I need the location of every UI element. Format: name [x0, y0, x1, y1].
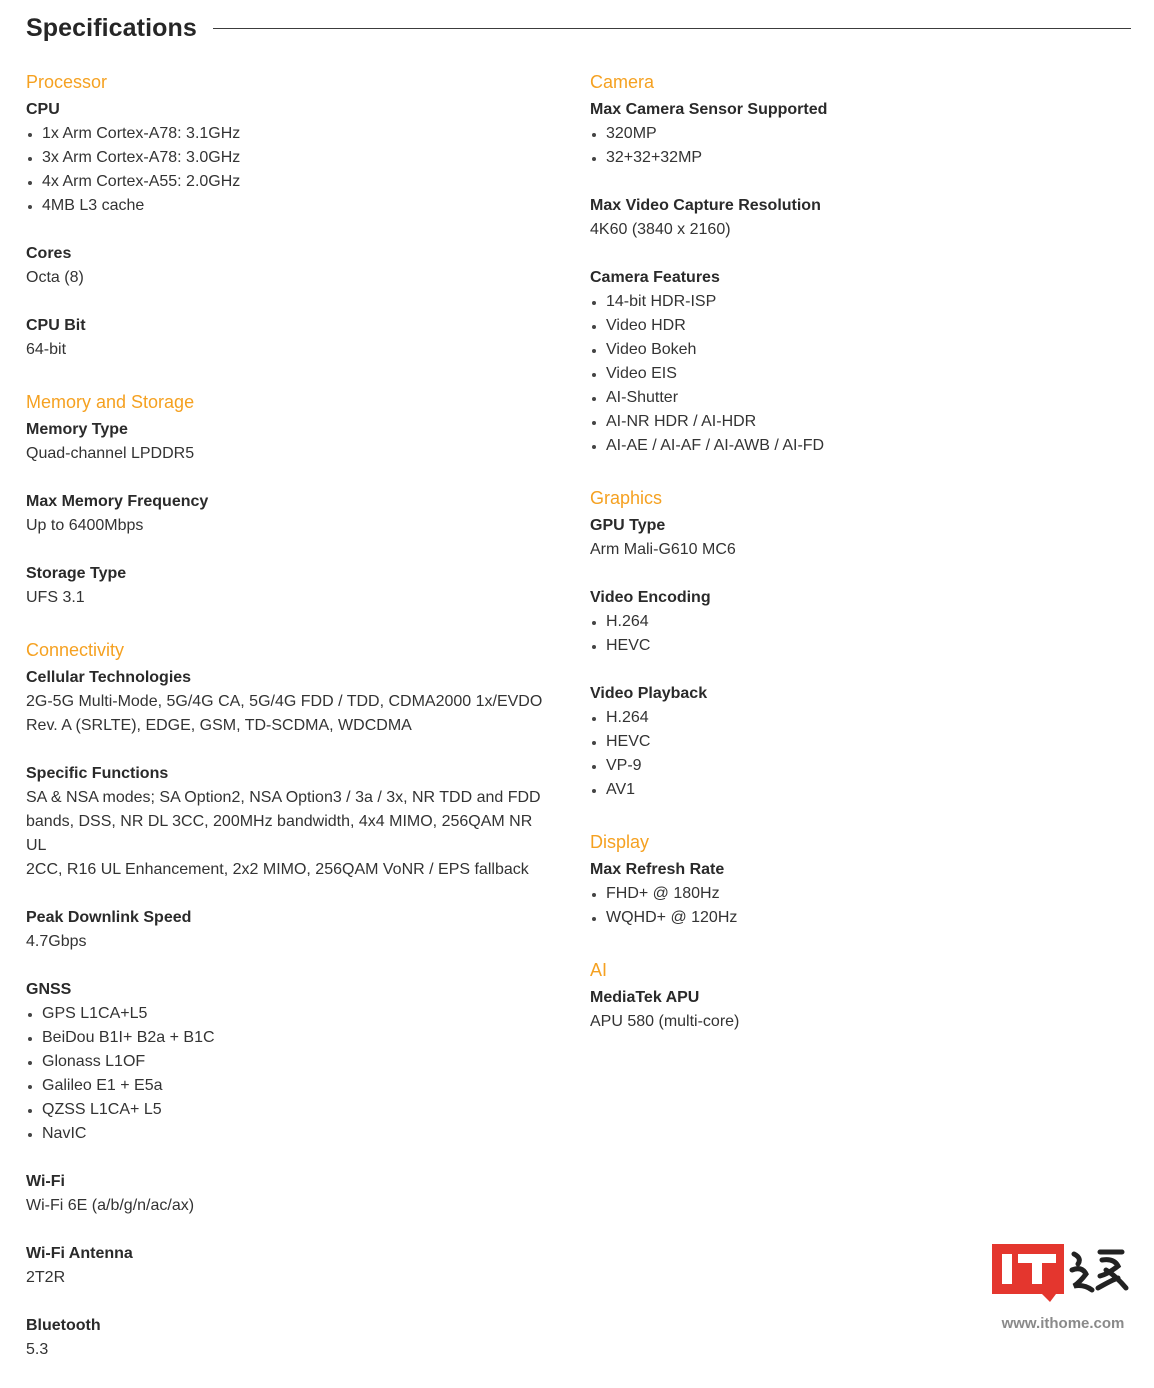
spec-cores	[26, 242, 556, 290]
list-item: WQHD+ @ 120Hz	[590, 906, 1130, 930]
ithome-watermark	[990, 1240, 1136, 1332]
list-item: Galileo E1 + E5a	[26, 1074, 556, 1098]
spec-gpu-type	[590, 514, 1130, 562]
spec-wifi-antenna	[26, 1242, 556, 1290]
spec-specific-functions	[26, 762, 556, 882]
spec-cellular-technologies	[26, 666, 556, 738]
section-title-display: Display	[590, 832, 650, 852]
spec-value: Arm Mali-G610 MC6	[590, 541, 736, 558]
spec-video-encoding	[590, 586, 1130, 658]
list-item: BeiDou B1I+ B2a + B1C	[26, 1026, 556, 1050]
list-item: VP-9	[590, 754, 1130, 778]
spec-label: Video Encoding	[590, 589, 711, 606]
spec-max-refresh-rate	[590, 858, 1130, 930]
spec-label: GPU Type	[590, 517, 666, 534]
spec-label: GNSS	[26, 981, 72, 998]
spec-gnss	[26, 978, 556, 1146]
spec-list	[590, 706, 1130, 802]
spec-label: CPU	[26, 101, 60, 118]
list-item: H.264	[590, 610, 1130, 634]
list-item: HEVC	[590, 634, 1130, 658]
spec-value: 5.3	[26, 1341, 49, 1358]
spec-storage-type	[26, 562, 556, 610]
spec-value: 4K60 (3840 x 2160)	[590, 221, 731, 238]
list-item: Glonass L1OF	[26, 1050, 556, 1074]
page-title: Specifications	[26, 13, 197, 42]
spec-label: Cellular Technologies	[26, 669, 192, 686]
spec-cpu-bit	[26, 314, 556, 362]
spec-label: Video Playback	[590, 685, 708, 702]
spec-value: 64-bit	[26, 341, 67, 358]
section-display	[590, 828, 1130, 930]
title-divider	[213, 28, 1131, 29]
spec-list	[590, 290, 1130, 458]
spec-value: Octa (8)	[26, 269, 84, 286]
spec-value: UFS 3.1	[26, 589, 85, 606]
spec-mediatek-apu	[590, 986, 1130, 1034]
spec-bluetooth	[26, 1314, 556, 1362]
section-title-processor: Processor	[26, 72, 108, 92]
list-item: 4MB L3 cache	[26, 194, 556, 218]
left-column	[26, 68, 556, 1388]
watermark-url: www.ithome.com	[1001, 1315, 1125, 1332]
list-item: AI-Shutter	[590, 386, 1130, 410]
spec-label: Max Refresh Rate	[590, 861, 725, 878]
spec-value: APU 580 (multi-core)	[590, 1013, 740, 1030]
spec-label: Cores	[26, 245, 72, 262]
spec-memory-type	[26, 418, 556, 466]
list-item: AI-NR HDR / AI-HDR	[590, 410, 1130, 434]
spec-value: 4.7Gbps	[26, 933, 87, 950]
spec-label: Storage Type	[26, 565, 127, 582]
spec-value: Quad-channel LPDDR5	[26, 445, 195, 462]
spec-list	[590, 610, 1130, 658]
list-item: NavIC	[26, 1122, 556, 1146]
spec-camera-features	[590, 266, 1130, 458]
list-item: 14-bit HDR-ISP	[590, 290, 1130, 314]
spec-list	[26, 122, 556, 218]
spec-label: Wi-Fi	[26, 1173, 65, 1190]
spec-label: Bluetooth	[26, 1317, 101, 1334]
section-title-ai: AI	[590, 960, 608, 980]
spec-video-playback	[590, 682, 1130, 802]
spec-label: CPU Bit	[26, 317, 86, 334]
list-item: GPS L1CA+L5	[26, 1002, 556, 1026]
list-item: FHD+ @ 180Hz	[590, 882, 1130, 906]
spec-list	[590, 882, 1130, 930]
list-item: 4x Arm Cortex-A55: 2.0GHz	[26, 170, 556, 194]
spec-label: MediaTek APU	[590, 989, 700, 1006]
spec-label: Wi-Fi Antenna	[26, 1245, 133, 1262]
spec-value: 2T2R	[26, 1269, 66, 1286]
spec-max-memory-frequency	[26, 490, 556, 538]
list-item: AI-AE / AI-AF / AI-AWB / AI-FD	[590, 434, 1130, 458]
list-item: AV1	[590, 778, 1130, 802]
spec-label: Max Memory Frequency	[26, 493, 209, 510]
spec-wifi	[26, 1170, 556, 1218]
spec-list	[590, 122, 1130, 170]
section-title-memory-storage: Memory and Storage	[26, 392, 195, 412]
spec-value: SA & NSA modes; SA Option2, NSA Option3 / 3a / 3x, NR TDD and FDD bands, DSS, NR DL 3CC, 200MHz bandwidth, 4x4 MIMO, 256QAM NR UL 2CC, R16 UL Enhancement, 2x2 MIMO, 256QAM VoNR / EPS fallback	[26, 789, 541, 878]
spec-max-video-capture	[590, 194, 1130, 242]
list-item: Video Bokeh	[590, 338, 1130, 362]
section-graphics	[590, 484, 1130, 802]
spec-max-camera-sensor	[590, 98, 1130, 170]
list-item: 32+32+32MP	[590, 146, 1130, 170]
spec-value: Up to 6400Mbps	[26, 517, 144, 534]
section-processor	[26, 68, 556, 362]
section-title-camera: Camera	[590, 72, 655, 92]
list-item: Video EIS	[590, 362, 1130, 386]
list-item: 3x Arm Cortex-A78: 3.0GHz	[26, 146, 556, 170]
section-connectivity	[26, 636, 556, 1362]
specifications-header	[26, 11, 1131, 45]
spec-label: Peak Downlink Speed	[26, 909, 192, 926]
list-item: Video HDR	[590, 314, 1130, 338]
spec-peak-downlink-speed	[26, 906, 556, 954]
list-item: 320MP	[590, 122, 1130, 146]
spec-label: Camera Features	[590, 269, 720, 286]
spec-label: Max Video Capture Resolution	[590, 197, 821, 214]
spec-label: Specific Functions	[26, 765, 169, 782]
spec-list	[26, 1002, 556, 1146]
list-item: HEVC	[590, 730, 1130, 754]
spec-label: Memory Type	[26, 421, 128, 438]
spec-value: 2G-5G Multi-Mode, 5G/4G CA, 5G/4G FDD / TDD, CDMA2000 1x/EVDO Rev. A (SRLTE), EDGE, GSM, TD-SCDMA, WDCDMA	[26, 693, 543, 734]
section-camera	[590, 68, 1130, 458]
spec-label: Max Camera Sensor Supported	[590, 101, 828, 118]
list-item: 1x Arm Cortex-A78: 3.1GHz	[26, 122, 556, 146]
list-item: QZSS L1CA+ L5	[26, 1098, 556, 1122]
ithome-logo-icon	[990, 1240, 1136, 1306]
list-item: H.264	[590, 706, 1130, 730]
spec-cpu	[26, 98, 556, 218]
spec-value: Wi-Fi 6E (a/b/g/n/ac/ax)	[26, 1197, 195, 1214]
section-ai	[590, 956, 1130, 1034]
section-memory-storage	[26, 388, 556, 610]
right-column	[590, 68, 1130, 1060]
section-title-connectivity: Connectivity	[26, 640, 125, 660]
section-title-graphics: Graphics	[590, 488, 663, 508]
